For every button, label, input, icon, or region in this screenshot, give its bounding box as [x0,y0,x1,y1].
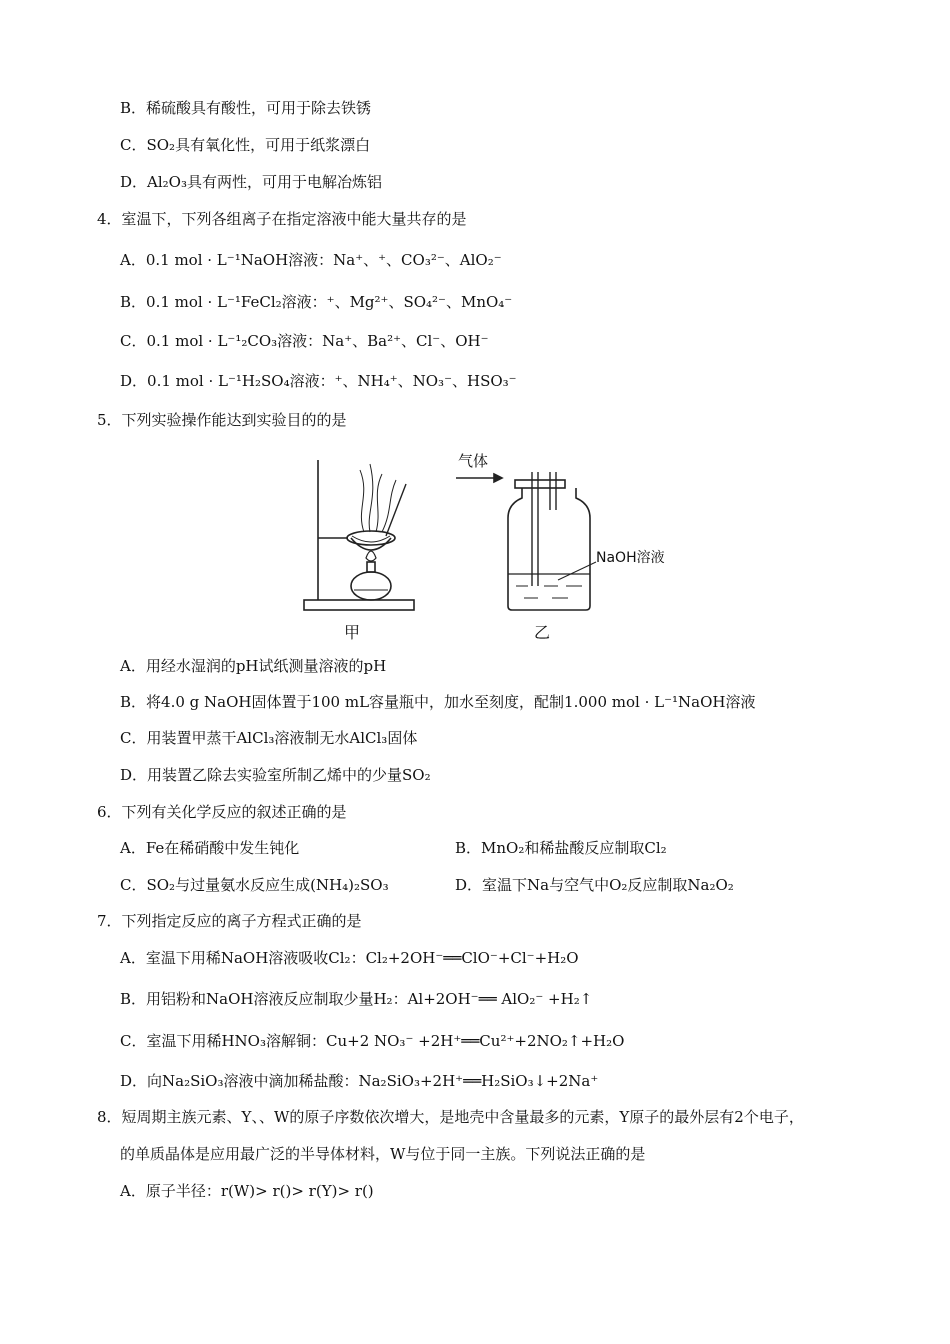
bottle-stopper [515,480,565,488]
q3-option-d: D．Al₂O₃具有两性，可用于电解冶炼铝 [120,173,382,191]
evaporating-dish [351,538,391,550]
apparatus-figure [296,440,696,650]
gas-label: 气体 [458,452,489,470]
q5-option-c: C．用装置甲蒸干AlCl₃溶液制无水AlCl₃固体 [120,729,418,747]
q4-option-d: D．0.1 mol · L⁻¹H₂SO₄溶液：⁺、NH₄⁺、NO₃⁻、HSO₃⁻ [120,372,517,390]
stand-base [304,600,414,610]
question-8-stem-line2: 的单质晶体是应用最广泛的半导体材料，W与位于同一主族。下列说法正确的是 [120,1145,646,1163]
q3-option-b: B．稀硫酸具有酸性，可用于除去铁锈 [120,99,372,117]
q7-option-d: D．向Na₂SiO₃溶液中滴加稀盐酸：Na₂SiO₃+2H⁺══H₂SiO₃↓+2Na⁺ [120,1072,599,1090]
wash-bottle [508,488,590,610]
question-6-stem: 6．下列有关化学反应的叙述正确的是 [97,803,347,821]
q5-option-a: A．用经水湿润的pH试纸测量溶液的pH [120,657,387,675]
q7-option-a: A．室温下用稀NaOH溶液吸收Cl₂：Cl₂+2OH⁻══ClO⁻+Cl⁻+H₂O [120,949,579,967]
flame [366,551,376,561]
caption-yi: 乙 [534,623,551,642]
question-5-stem: 5．下列实验操作能达到实验目的的是 [97,411,347,429]
q3-option-c: C．SO₂具有氧化性，可用于纸浆漂白 [120,136,371,154]
q7-option-b: B．用铝粉和NaOH溶液反应制取少量H₂：Al+2OH⁻══ AlO₂⁻ +H₂↑ [120,990,593,1008]
q4-option-c: C．0.1 mol · L⁻¹₂CO₃溶液：Na⁺、Ba²⁺、Cl⁻、OH⁻ [120,332,489,350]
q6-option-c: C．SO₂与过量氨水反应生成(NH₄)₂SO₃ [120,876,389,894]
q4-option-a: A．0.1 mol · L⁻¹NaOH溶液：Na⁺、⁺、CO₃²⁻、AlO₂⁻ [120,251,502,269]
q4-option-b: B．0.1 mol · L⁻¹FeCl₂溶液：⁺、Mg²⁺、SO₄²⁻、MnO₄⁻ [120,293,513,311]
question-4-stem: 4．室温下，下列各组离子在指定溶液中能大量共存的是 [97,210,467,228]
q6-option-a: A．Fe在稀硝酸中发生钝化 [120,839,300,857]
q6-option-d: D．室温下Na与空气中O₂反应制取Na₂O₂ [455,876,734,894]
q6-option-b: B．MnO₂和稀盐酸反应制取Cl₂ [455,839,667,857]
q5-option-d: D．用装置乙除去实验室所制乙烯中的少量SO₂ [120,766,431,784]
question-8-stem-line1: 8．短周期主族元素、Y、、W的原子序数依次增大，是地壳中含量最多的元素，Y原子的最外层有2个电子， [97,1108,804,1126]
q5-option-b: B．将4.0 g NaOH固体置于100 mL容量瓶中，加水至刻度，配制1.000 mol · L⁻¹NaOH溶液 [120,693,756,711]
q8-option-a: A．原子半径：r(W)> r()> r(Y)> r() [120,1182,374,1200]
alcohol-lamp [351,572,391,600]
caption-jia: 甲 [344,623,361,642]
q7-option-c: C．室温下用稀HNO₃溶解铜：Cu+2 NO₃⁻ +2H⁺══Cu²⁺+2NO₂↑+H₂O [120,1032,625,1050]
lamp-wick-holder [367,562,375,572]
apparatus-drawing [296,440,696,650]
question-7-stem: 7．下列指定反应的离子方程式正确的是 [97,912,362,930]
solution-label: NaOH溶液 [596,550,665,566]
